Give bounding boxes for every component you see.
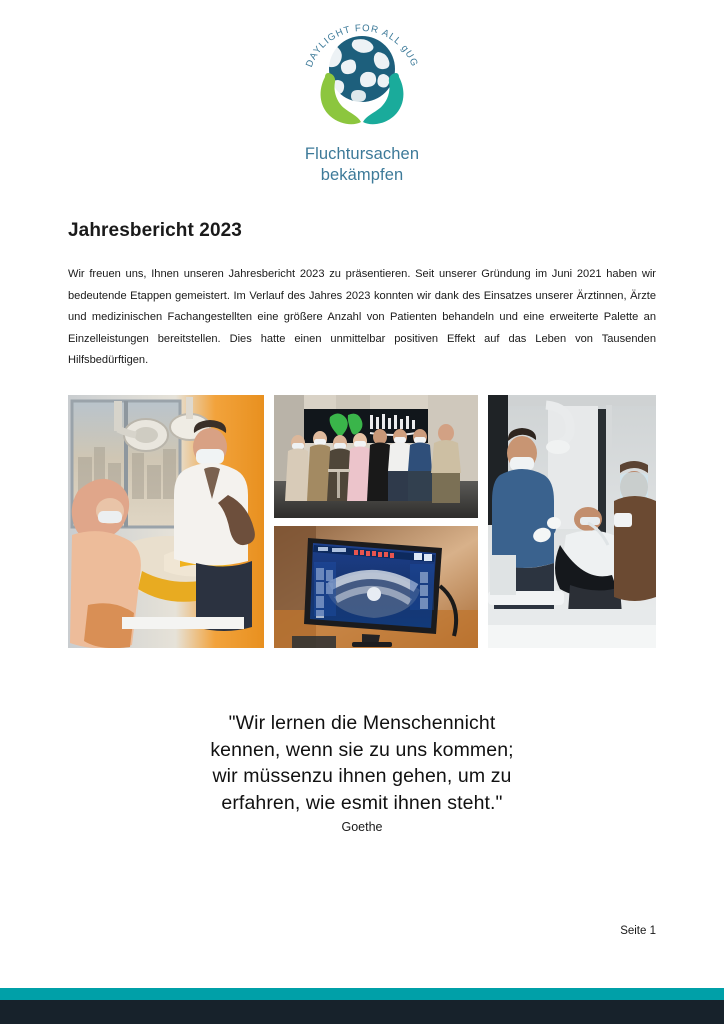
intro-paragraph: Wir freuen uns, Ihnen unseren Jahresbericht 2023 zu präsentieren. Seit unserer Gründung im Juni 2021 haben wir bedeutende Etappen gemeistert. Im Verlauf des Jahres 2023 konnten wir dank des Einsatzes unserer Ärztinnen, Ärzte und medizinischen Fachangestellten eine größere Anzahl von Patienten behandeln und eine erweiterte Palette an Einzelleistungen bereitstellen. Dies hatte einen unmittelbar positiven Effekt auf das Leben von Tausenden Hilfsbedürftigen. [68, 268, 656, 367]
photo-collage [68, 395, 656, 648]
quote-line-3: wir müssenzu ihnen gehen, um zu [212, 765, 512, 787]
organization-logo [0, 22, 724, 187]
photo-dental-xray-monitor [274, 526, 478, 648]
logo-mark-globe-hands [292, 22, 432, 142]
quote-text [0, 710, 724, 816]
quote-author: Goethe [341, 820, 383, 834]
logo-caption-line-1: Fluchtursachen [304, 145, 420, 163]
footer-band-teal [0, 988, 724, 1000]
logo-arc-text: DAYLIGHT FOR ALL gUG [303, 22, 421, 69]
quote-line-4: erfahren, wie esmit ihnen steht." [221, 791, 503, 814]
quote-line-2: kennen, wenn sie zu uns kommen; [210, 738, 514, 761]
photo-dental-treatment-clinic [68, 395, 264, 648]
page-number-label: Seite 1 [620, 925, 656, 937]
quote-section [0, 710, 724, 834]
logo-caption-line-2: bekämpfen [320, 166, 404, 185]
quote-line-1: "Wir lernen die Menschennicht [228, 712, 496, 734]
photo-team-group-portrait [274, 395, 478, 518]
logo-caption [305, 144, 419, 187]
footer-band-dark [0, 1000, 724, 1024]
photo-mobile-dental-unit [488, 395, 656, 648]
page-title: Jahresbericht 2023 [68, 219, 242, 241]
